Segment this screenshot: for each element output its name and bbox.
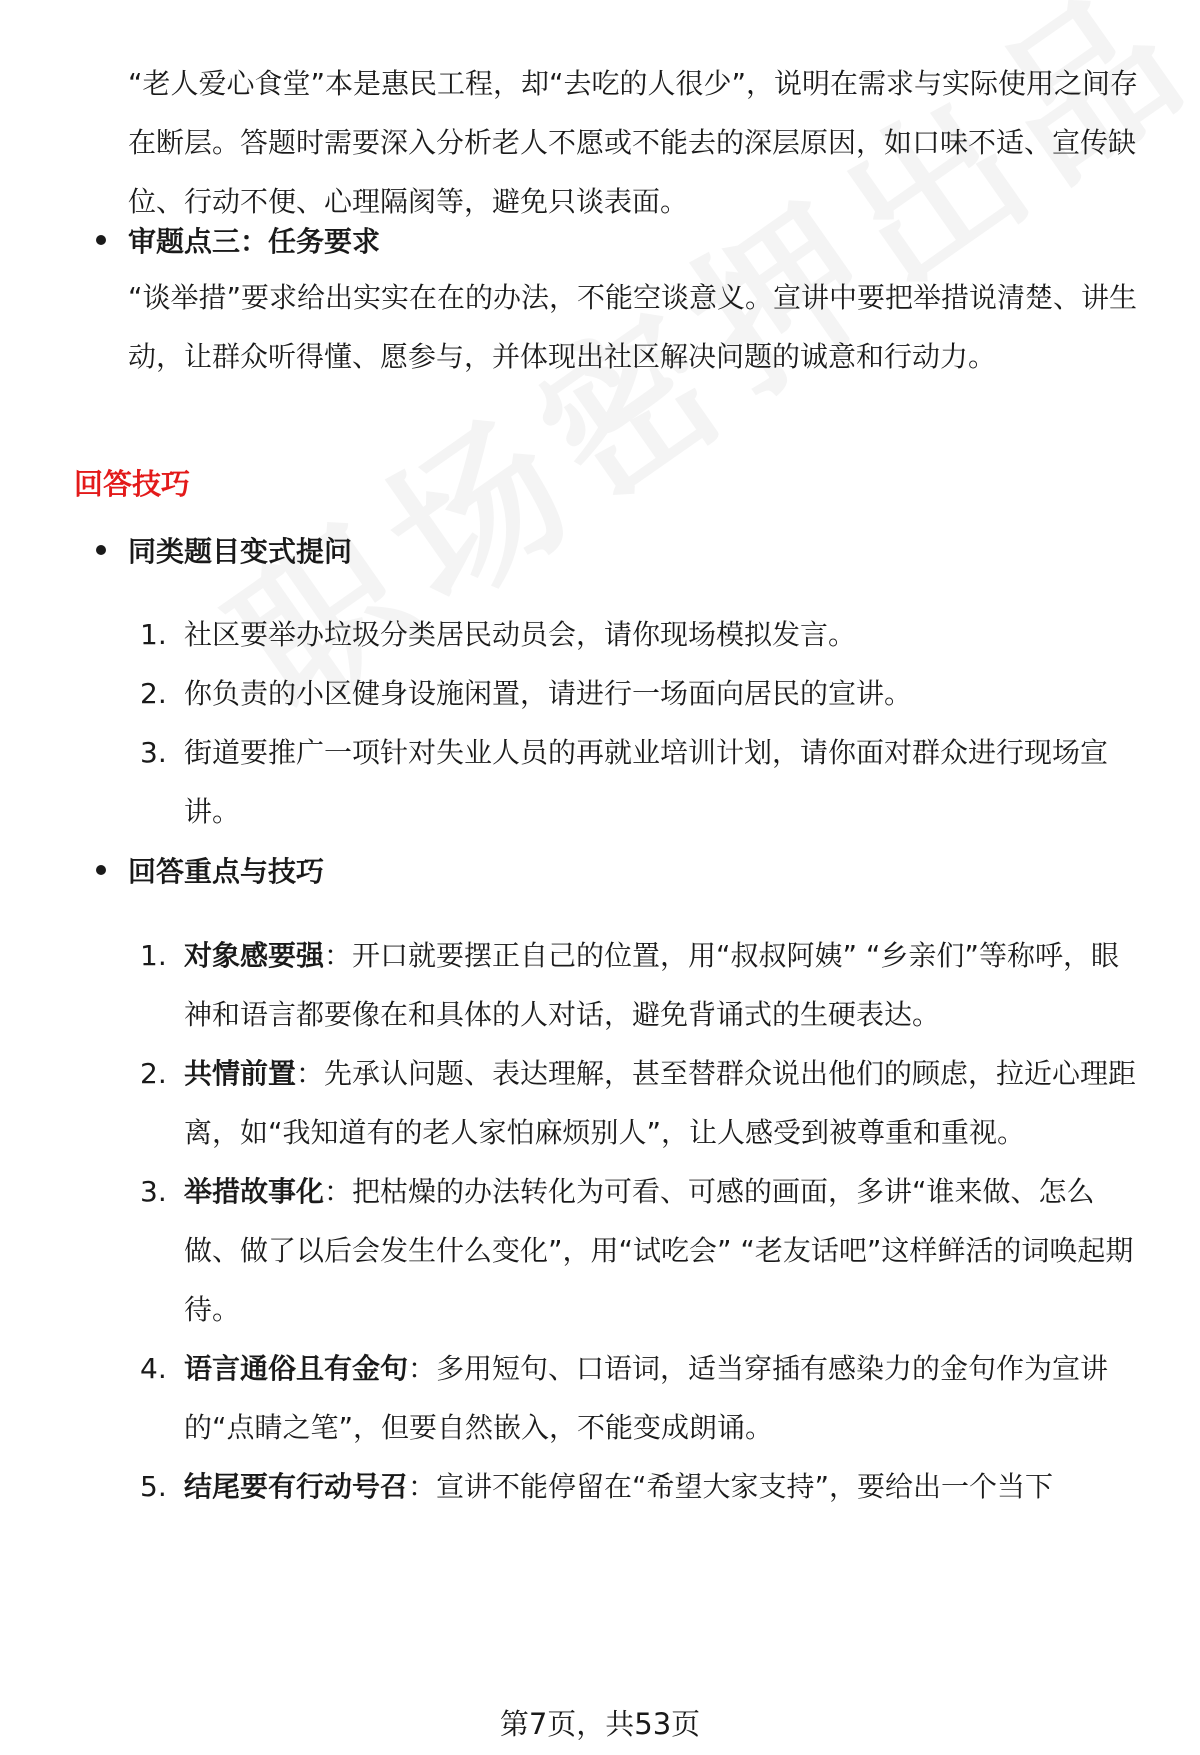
list-item (140, 664, 1140, 723)
item-number: 2. (140, 677, 167, 710)
list-item (140, 1044, 1140, 1162)
item-text: ：多用短句、口语词，适当穿插有感染力的金句作为宣讲的“点睛之笔”，但要自然嵌入，不能变成朗诵。 (184, 1352, 1109, 1444)
item-number: 1. (140, 939, 167, 972)
item-label: 对象感要强 (184, 939, 325, 972)
variants-heading (96, 532, 352, 572)
item-text: ：开口就要摆正自己的位置，用“叔叔阿姨” “乡亲们”等称呼，眼神和语言都要像在和具体的人对话，避免背诵式的生硬表达。 (184, 939, 1119, 1031)
point3-heading (96, 222, 380, 262)
list-item (140, 1339, 1140, 1457)
bullet-dot-icon (96, 545, 106, 555)
item-text: ：把枯燥的办法转化为可看、可感的画面，多讲“谁来做、怎么做、做了以后会发生什么变化”，用“试吃会” “老友话吧”这样鲜活的词唤起期待。 (184, 1175, 1134, 1326)
bullet-dot-icon (96, 235, 106, 245)
tips-heading (96, 852, 324, 892)
item-text: 社区要举办垃圾分类居民动员会，请你现场模拟发言。 (184, 618, 857, 651)
intro-paragraph: “老人爱心食堂”本是惠民工程，却“去吃的人很少”，说明在需求与实际使用之间存在断层。答题时需要深入分析老人不愿或不能去的深层原因，如口味不适、宣传缺位、行动不便、心理隔阂等，避免只谈表面。 (128, 67, 1139, 218)
list-item (140, 926, 1140, 1044)
point3-paragraph: “谈举措”要求给出实实在在的办法，不能空谈意义。宣讲中要把举措说清楚、讲生动，让群众听得懂、愿参与，并体现出社区解决问题的诚意和行动力。 (128, 281, 1138, 373)
list-item (140, 605, 1140, 664)
item-number: 5. (140, 1470, 167, 1503)
item-text: ：宣讲不能停留在“希望大家支持”，要给出一个当下 (408, 1470, 1054, 1503)
point3-title: 审题点三：任务要求 (128, 225, 381, 258)
page-footer: 第7页，共53页 (499, 1707, 701, 1741)
item-number: 1. (140, 618, 167, 651)
item-label: 共情前置 (184, 1057, 297, 1090)
bullet-dot-icon (96, 865, 106, 875)
item-text: 街道要推广一项针对失业人员的再就业培训计划，请你面对群众进行现场宣讲。 (184, 736, 1109, 828)
item-label: 语言通俗且有金句 (184, 1352, 409, 1385)
item-text: 你负责的小区健身设施闲置，请进行一场面向居民的宣讲。 (184, 677, 913, 710)
variants-list (140, 605, 1140, 841)
tips-list (140, 926, 1140, 1516)
section-title: 回答技巧 (74, 467, 191, 501)
item-text: ：先承认问题、表达理解，甚至替群众说出他们的顾虑，拉近心理距离，如“我知道有的老人家怕麻烦别人”，让人感受到被尊重和重视。 (184, 1057, 1137, 1149)
list-item (140, 1457, 1140, 1516)
item-label: 举措故事化 (184, 1175, 325, 1208)
item-number: 2. (140, 1057, 167, 1090)
item-number: 3. (140, 736, 167, 769)
item-number: 3. (140, 1175, 167, 1208)
item-label: 结尾要有行动号召 (184, 1470, 409, 1503)
list-item (140, 1162, 1140, 1339)
variants-title: 同类题目变式提问 (128, 535, 353, 568)
list-item (140, 723, 1140, 841)
item-number: 4. (140, 1352, 167, 1385)
tips-title: 回答重点与技巧 (128, 855, 325, 888)
